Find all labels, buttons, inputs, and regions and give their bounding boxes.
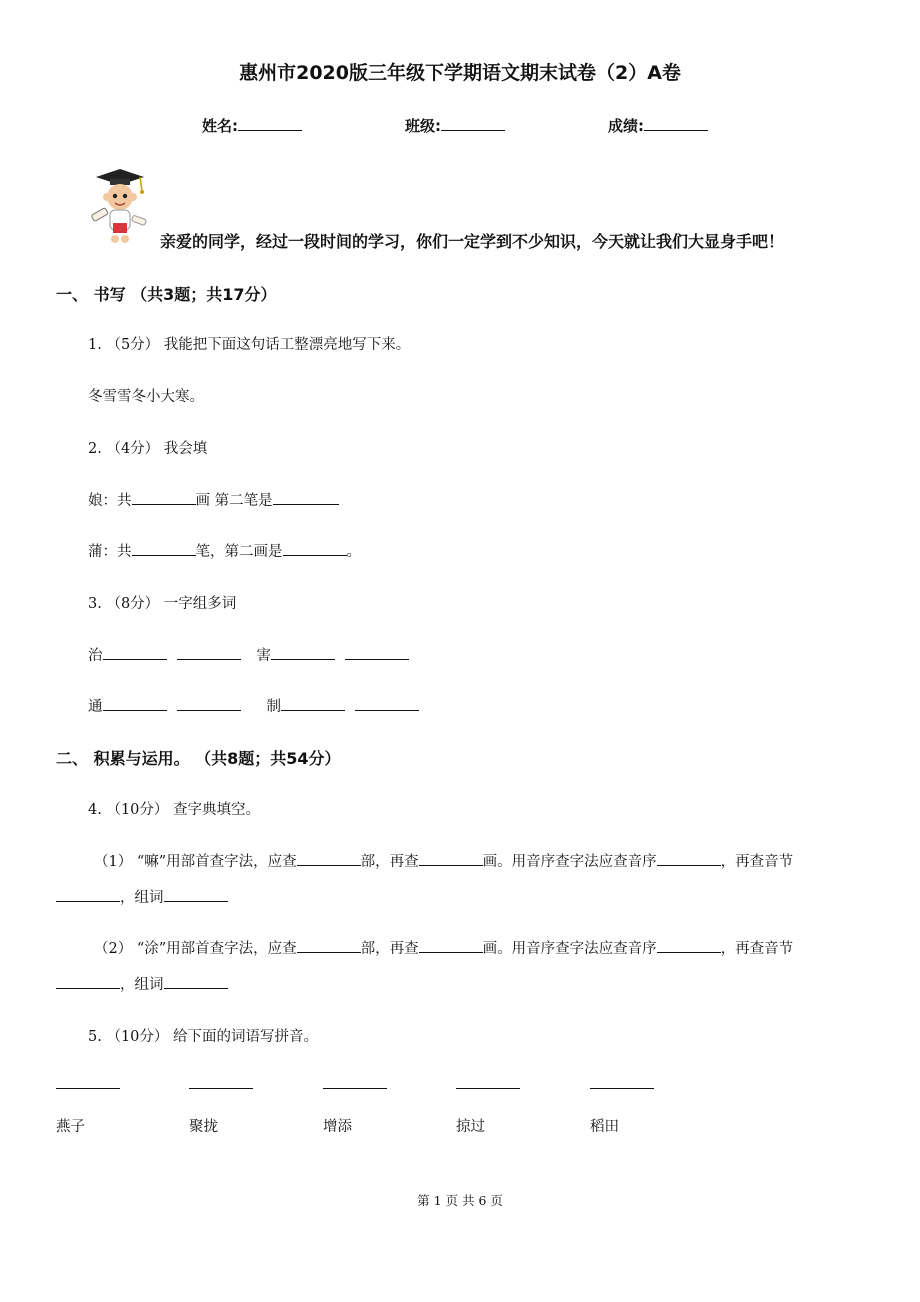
- pinyin-blank[interactable]: [189, 1075, 253, 1089]
- question-1-text: 冬雪雪冬小大寒。: [88, 389, 204, 405]
- answer-blank[interactable]: [103, 697, 167, 711]
- answer-blank[interactable]: [297, 852, 361, 866]
- answer-blank[interactable]: [419, 852, 483, 866]
- answer-blank[interactable]: [273, 491, 339, 505]
- question-4-part-1-line-2: [56, 886, 228, 907]
- page-footer: 第 1 页 共 6 页: [417, 1193, 503, 1208]
- q4-p2-text-d: ，再查音节: [720, 941, 794, 957]
- question-3-row-1: [88, 644, 409, 665]
- answer-blank[interactable]: [419, 939, 483, 953]
- q2-line2-part-c: 。: [346, 544, 361, 560]
- name-field[interactable]: [202, 115, 302, 136]
- name-blank[interactable]: [238, 116, 302, 131]
- student-mascot-icon: [88, 165, 152, 247]
- answer-blank[interactable]: [164, 888, 228, 902]
- question-5-stem: 5. （10分） 给下面的词语写拼音。: [88, 1029, 319, 1045]
- q2-line2-part-a: 蒲：共: [88, 544, 132, 560]
- q5-word: 掠过: [456, 1119, 485, 1135]
- answer-blank[interactable]: [657, 939, 721, 953]
- score-blank[interactable]: [644, 116, 708, 131]
- section-1-heading: 一、 书写 （共3题；共17分）: [56, 285, 277, 304]
- q4-p1-text-a: （1） “嘛”用部首查字法，应查: [94, 854, 297, 870]
- q4-p2-text-c: 画。用音序查字法应查音序: [482, 941, 657, 957]
- question-2-line-2: [88, 540, 361, 561]
- q4-p2-text-a: （2） “涂”用部首查字法，应查: [94, 941, 297, 957]
- q5-word: 增添: [323, 1119, 352, 1135]
- answer-blank[interactable]: [345, 646, 409, 660]
- q4-p1-text-c: 画。用音序查字法应查音序: [482, 854, 657, 870]
- class-label: 班级:: [405, 117, 441, 135]
- answer-blank[interactable]: [297, 939, 361, 953]
- question-2-stem: 2. （4分） 我会填: [88, 441, 208, 457]
- pinyin-blank[interactable]: [56, 1075, 120, 1089]
- pinyin-blank[interactable]: [456, 1075, 520, 1089]
- pinyin-blank[interactable]: [590, 1075, 654, 1089]
- answer-blank[interactable]: [657, 852, 721, 866]
- q4-p1-text-e: ，组词: [120, 890, 164, 906]
- pinyin-blank[interactable]: [323, 1075, 387, 1089]
- question-1-stem: 1. （5分） 我能把下面这句话工整漂亮地写下来。: [88, 337, 411, 353]
- answer-blank[interactable]: [164, 975, 228, 989]
- class-field[interactable]: [405, 115, 505, 136]
- q4-p1-text-b: 部，再查: [360, 854, 419, 870]
- q2-line2-part-b: 笔，第二画是: [195, 544, 283, 560]
- question-4-part-2-line-2: [56, 973, 228, 994]
- answer-blank[interactable]: [283, 542, 347, 556]
- question-3-row-2: [88, 695, 419, 716]
- question-4-part-1-line-1: [94, 850, 793, 871]
- answer-blank[interactable]: [177, 697, 241, 711]
- q4-p2-text-e: ，组词: [120, 977, 164, 993]
- question-4-part-2-line-1: [94, 937, 793, 958]
- score-label: 成绩:: [608, 117, 644, 135]
- answer-blank[interactable]: [132, 542, 196, 556]
- q3-char: 通: [88, 699, 103, 715]
- answer-blank[interactable]: [271, 646, 335, 660]
- q5-word: 稻田: [590, 1119, 619, 1135]
- page-title: 惠州市2020版三年级下学期语文期末试卷（2）A卷: [239, 62, 681, 84]
- q4-p2-text-b: 部，再查: [360, 941, 419, 957]
- answer-blank[interactable]: [103, 646, 167, 660]
- question-4-stem: 4. （10分） 查字典填空。: [88, 802, 261, 818]
- answer-blank[interactable]: [281, 697, 345, 711]
- q2-line1-part-a: 娘：共: [88, 493, 132, 509]
- q3-char: 害: [256, 648, 271, 664]
- answer-blank[interactable]: [132, 491, 196, 505]
- greeting-text: 亲爱的同学，经过一段时间的学习，你们一定学到不少知识，今天就让我们大显身手吧！: [160, 232, 785, 251]
- q5-word: 聚拢: [189, 1119, 218, 1135]
- answer-blank[interactable]: [355, 697, 419, 711]
- name-label: 姓名:: [202, 117, 238, 135]
- q4-p1-text-d: ，再查音节: [720, 854, 794, 870]
- question-3-stem: 3. （8分） 一字组多词: [88, 596, 237, 612]
- q5-word: 燕子: [56, 1119, 85, 1135]
- answer-blank[interactable]: [56, 888, 120, 902]
- q3-char: 治: [88, 648, 103, 664]
- answer-blank[interactable]: [177, 646, 241, 660]
- score-field[interactable]: [608, 115, 708, 136]
- class-blank[interactable]: [441, 116, 505, 131]
- answer-blank[interactable]: [56, 975, 120, 989]
- q2-line1-part-b: 画 第二笔是: [195, 493, 273, 509]
- section-2-heading: 二、 积累与运用。 （共8题；共54分）: [56, 749, 341, 768]
- question-2-line-1: [88, 489, 339, 510]
- q3-char: 制: [266, 699, 281, 715]
